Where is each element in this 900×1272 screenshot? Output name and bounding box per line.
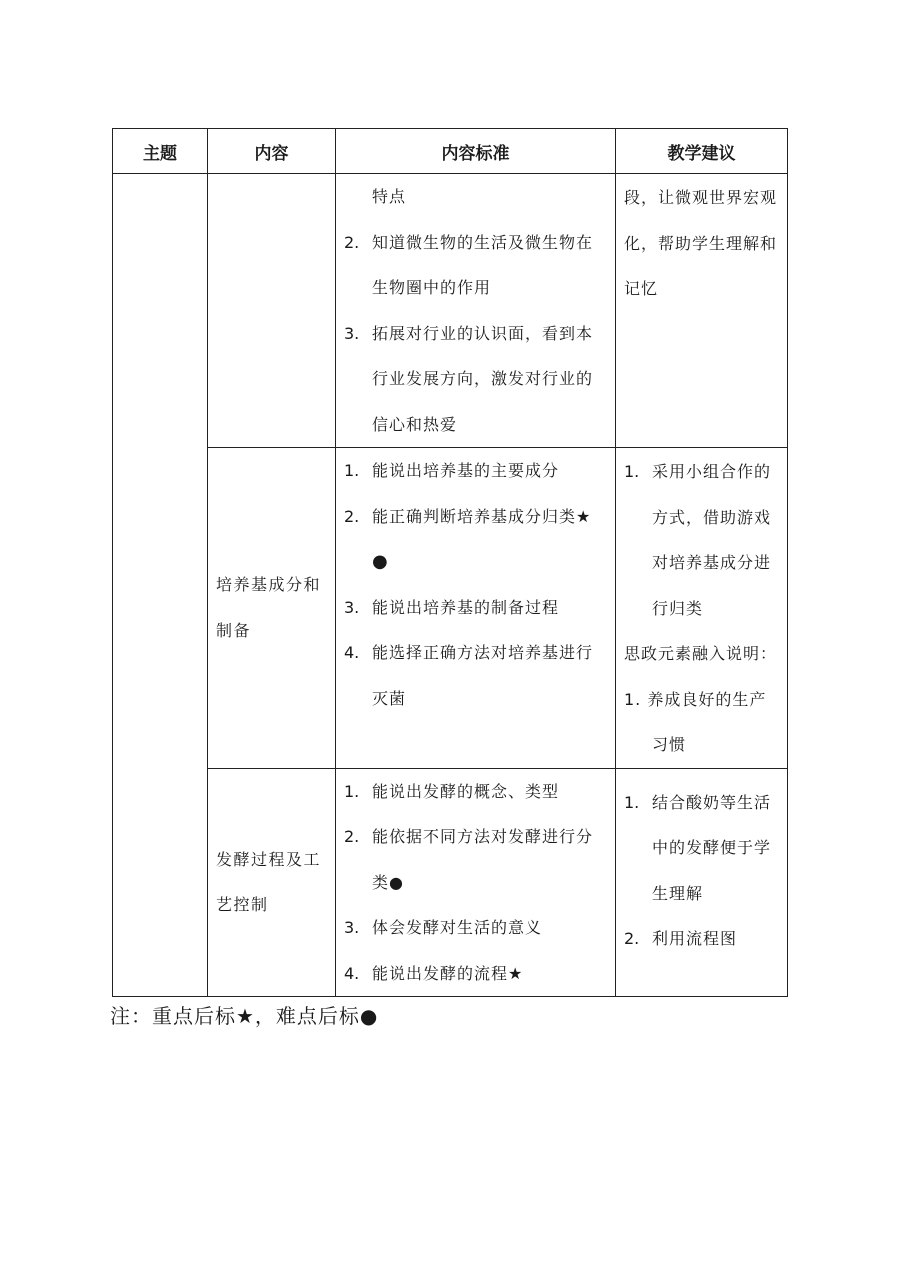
content-cell — [208, 174, 336, 448]
standard-cell — [336, 174, 616, 448]
list-item: 1. 采用小组合作的 方式，借助游戏 对培养基成分进 行归类 — [624, 462, 772, 618]
topic-cell — [113, 174, 208, 997]
footnote: 注：重点后标★，难点后标● — [110, 1004, 379, 1028]
suggestion-text: 1. 采用小组合作的 方式，借助游戏 对培养基成分进 行归类 思政元素融入说明： 1. 养成良好的生产 习惯 — [616, 448, 787, 768]
standard-cell — [336, 448, 616, 769]
section-title: 思政元素融入说明： — [624, 644, 778, 663]
standard-cell — [336, 768, 616, 997]
suggestion-cell — [616, 448, 788, 769]
table-row — [113, 448, 788, 769]
suggestion-cell — [616, 768, 788, 997]
list-item: 4. 能选择正确方法对培养基进行 灭菌 — [344, 643, 594, 708]
list-item: 4. 能说出发酵的流程★ — [344, 963, 524, 983]
list-item: 1. 能说出发酵的概念、类型 — [344, 781, 560, 801]
table-row — [113, 768, 788, 997]
header-row — [113, 129, 788, 174]
teaching-plan-table — [112, 128, 788, 997]
list-item: 1. 能说出培养基的主要成分 — [344, 461, 560, 480]
standard-list — [336, 448, 615, 721]
list-item: 2. 知道微生物的生活及微生物在 生物圈中的作用 — [344, 232, 594, 297]
table-row — [113, 174, 788, 448]
list-item: 2. 利用流程图 — [624, 929, 738, 948]
header-standard: 内容标准 — [336, 129, 616, 174]
suggestion-text: 段，让微观世界宏观 化，帮助学生理解和 记忆 — [624, 188, 778, 298]
difficulty-mark: ● — [372, 551, 389, 572]
list-item: 3. 能说出培养基的制备过程 — [344, 597, 560, 617]
header-topic: 主题 — [113, 129, 208, 174]
suggestion-text — [616, 769, 787, 962]
content-cell — [208, 768, 336, 997]
list-item: 2. 能正确判断培养基成分归类★ ● — [344, 506, 592, 572]
list-item: 3. 体会发酵对生活的意义 — [344, 918, 543, 937]
header-suggestion: 教学建议 — [616, 129, 788, 174]
standard-list — [336, 174, 615, 447]
list-item: 1. 结合酸奶等生活 中的发酵便于学 生理解 — [624, 792, 772, 903]
suggestion-cell — [616, 174, 788, 448]
content-cell — [208, 448, 336, 769]
list-item-continuation: 特点 — [372, 187, 407, 206]
standard-list — [336, 769, 615, 997]
content-label: 培养基成分和制备 — [216, 575, 322, 640]
content-label: 发酵过程及工艺控制 — [216, 849, 322, 915]
list-item: 2. 能依据不同方法对发酵进行分 类● — [344, 827, 594, 892]
list-item: 3. 拓展对行业的认识面，看到本 行业发展方向，激发对行业的 信心和热爱 — [344, 323, 594, 434]
header-content: 内容 — [208, 129, 336, 174]
